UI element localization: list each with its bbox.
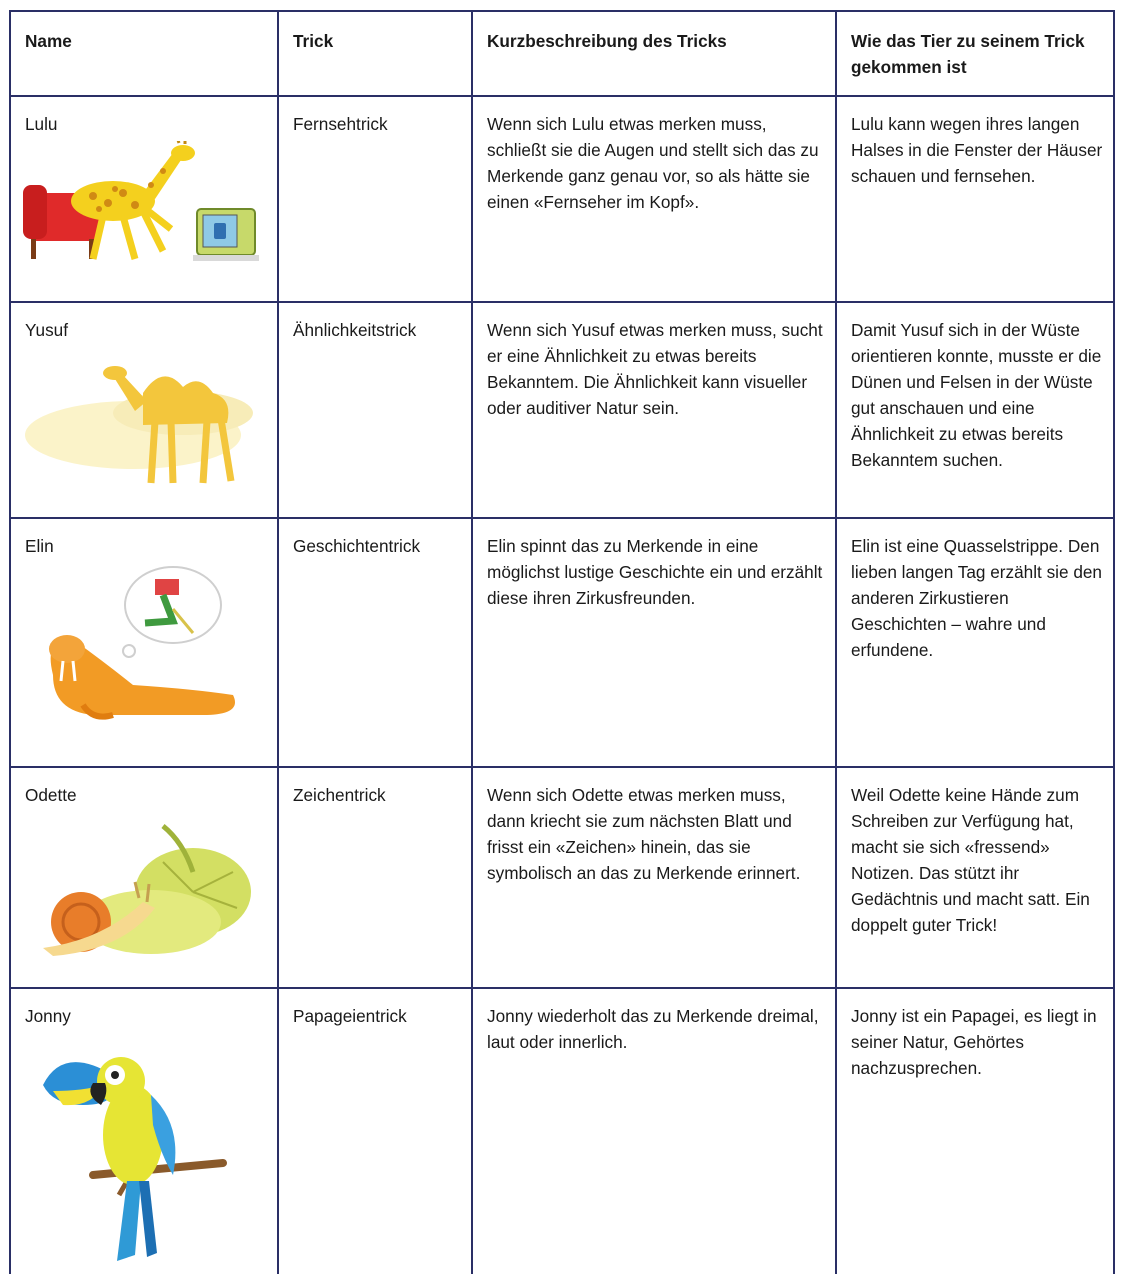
giraffe-illustration <box>23 141 263 271</box>
snail-illustration <box>23 812 263 962</box>
animal-name: Jonny <box>25 1006 71 1026</box>
row-yusuf-trick: Ähnlichkeitstrick <box>279 303 473 519</box>
animal-name: Yusuf <box>25 320 69 340</box>
row-odette-origin: Weil Odette keine Hände zum Schreiben zur Verfügung hat, macht sie sich «fressend» Notizen. Das stützt ihr Gedächtnis und macht satt. Ein doppelt guter Trick! <box>837 768 1115 989</box>
animal-name: Elin <box>25 536 54 556</box>
row-yusuf-name-cell <box>11 303 279 519</box>
row-elin-trick: Geschichtentrick <box>279 519 473 768</box>
tricks-table <box>9 10 1115 1274</box>
row-elin-description: Elin spinnt das zu Merkende in eine möglichst lustige Geschichte ein und erzählt diese ihren Zirkusfreunden. <box>473 519 837 768</box>
header-description: Kurzbeschreibung des Tricks <box>473 12 837 97</box>
row-odette-trick: Zeichentrick <box>279 768 473 989</box>
row-yusuf-origin: Damit Yusuf sich in der Wüste orientieren konnte, musste er die Dünen und Felsen in der Wüste gut anschauen und eine Ähnlichkeit zu etwas bereits Bekanntem suchen. <box>837 303 1115 519</box>
header-trick: Trick <box>279 12 473 97</box>
walrus-illustration <box>23 565 263 725</box>
row-elin-origin: Elin ist eine Quasselstrippe. Den lieben langen Tag erzählt sie den anderen Zirkustieren Geschichten – wahre und erfundene. <box>837 519 1115 768</box>
row-lulu-description: Wenn sich Lulu etwas merken muss, schließt sie die Augen und stellt sich das zu Merkende ganz genau vor, so als hätte sie einen «Fernseher im Kopf». <box>473 97 837 303</box>
row-yusuf-description: Wenn sich Yusuf etwas merken muss, sucht er eine Ähnlichkeit zu etwas bereits Bekanntem. Die Ähnlichkeit kann visueller oder auditiver Natur sein. <box>473 303 837 519</box>
row-jonny-origin: Jonny ist ein Papagei, es liegt in seiner Natur, Gehörtes nachzusprechen. <box>837 989 1115 1274</box>
animal-name: Lulu <box>25 114 58 134</box>
row-lulu-origin: Lulu kann wegen ihres langen Halses in die Fenster der Häuser schauen und fernsehen. <box>837 97 1115 303</box>
row-odette-description: Wenn sich Odette etwas merken muss, dann kriecht sie zum nächsten Blatt und frisst ein «Zeichen» hinein, das sie symbolisch an das zu Merkende erinnert. <box>473 768 837 989</box>
row-lulu-trick: Fernsehtrick <box>279 97 473 303</box>
row-jonny-description: Jonny wiederholt das zu Merkende dreimal, laut oder innerlich. <box>473 989 837 1274</box>
parrot-illustration <box>23 1035 243 1265</box>
camel-illustration <box>23 353 263 493</box>
row-jonny-trick: Papageientrick <box>279 989 473 1274</box>
row-lulu-name-cell <box>11 97 279 303</box>
row-odette-name-cell <box>11 768 279 989</box>
header-origin: Wie das Tier zu seinem Trick gekommen ist <box>837 12 1115 97</box>
row-jonny-name-cell <box>11 989 279 1274</box>
header-name: Name <box>11 12 279 97</box>
animal-name: Odette <box>25 785 77 805</box>
row-elin-name-cell <box>11 519 279 768</box>
